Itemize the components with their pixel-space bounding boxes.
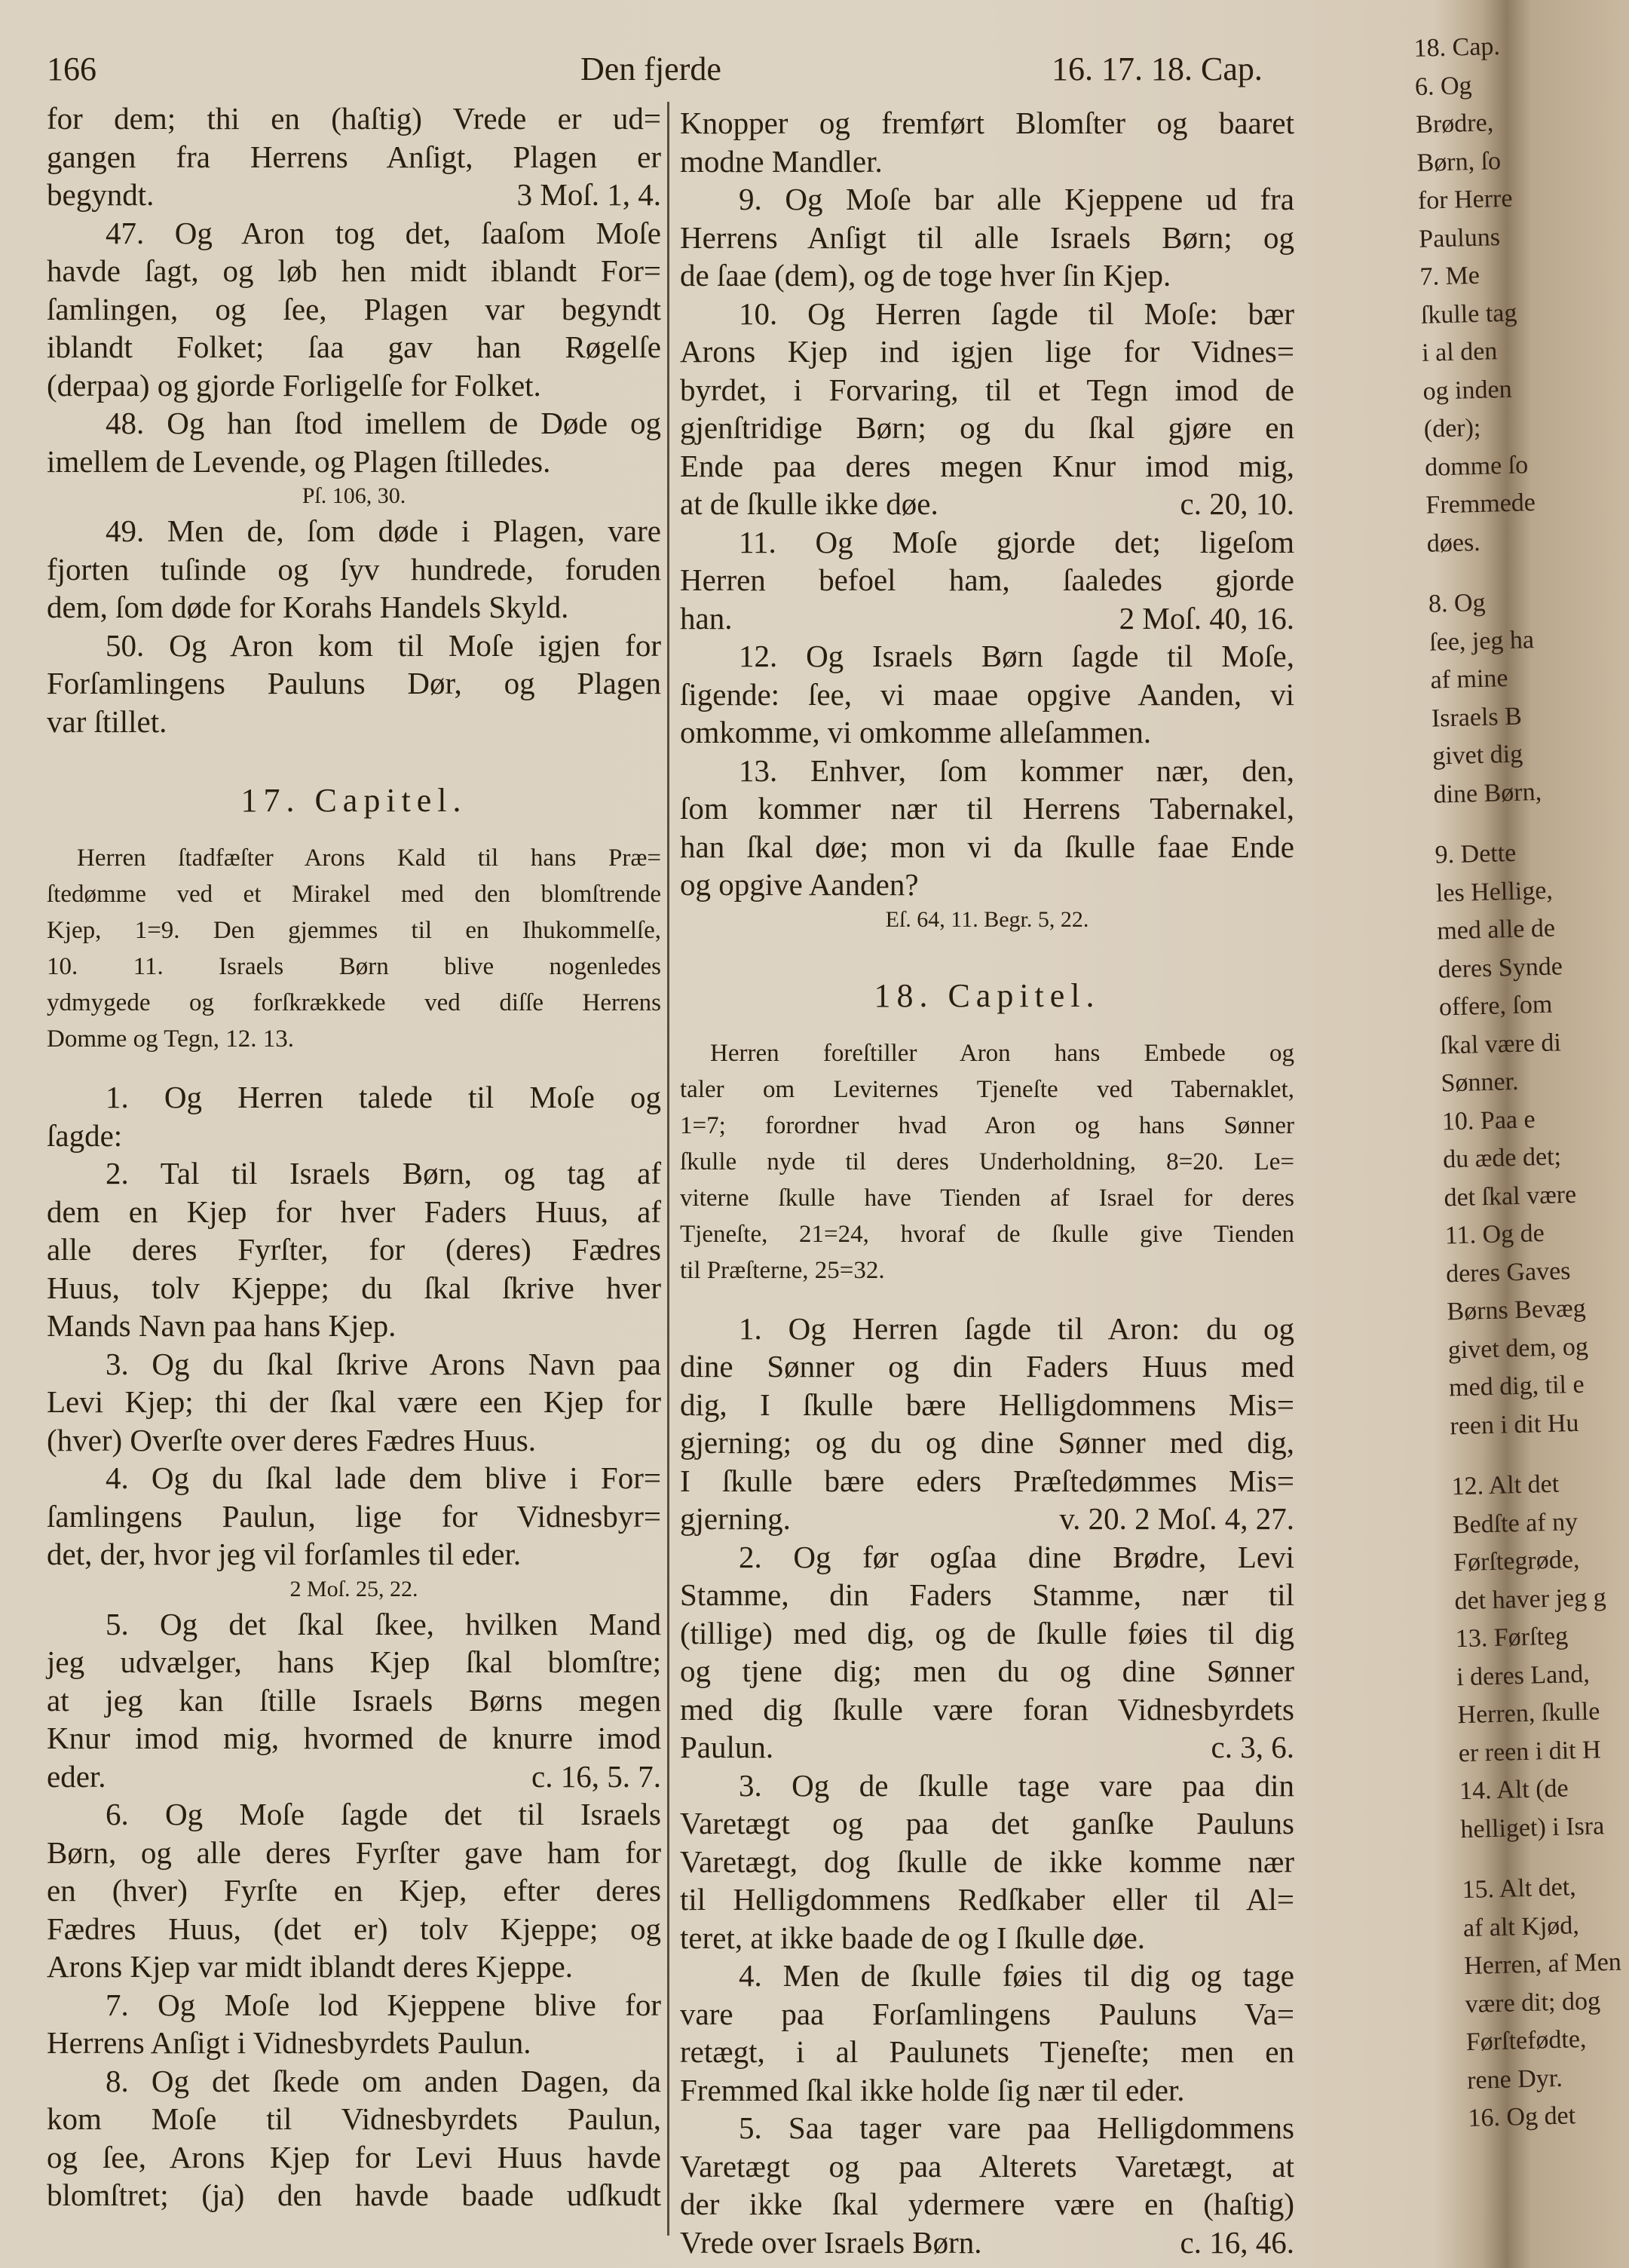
text-line: 4. Men de ſkulle føies til dig og tage <box>739 1958 1294 1993</box>
text-line: blomſtret; (ja) den havde baade udſkudt <box>47 2178 661 2212</box>
next-page-text-fragment: af alt Kjød, <box>1462 1911 1580 1942</box>
text-line: Fædres Huus, (det er) tolv Kjeppe; og <box>47 1911 661 1946</box>
text-line: ſagde: <box>47 1117 123 1153</box>
text-line: ſamlingens Paulun, lige for Vidnesbyr= <box>47 1498 661 1534</box>
text-line: det, der, hvor jeg vil forſamles til eder. <box>47 1537 522 1571</box>
next-page-text-fragment: er reen i dit H <box>1458 1735 1602 1767</box>
cross-reference: 3 Moſ. 1, 4. <box>516 177 661 212</box>
verse <box>680 180 1294 295</box>
text-line: 6. Og Moſe ſagde det til Israels <box>106 1797 661 1831</box>
text-line: 2. Og før ogſaa dine Brødre, Levi <box>739 1539 1294 1574</box>
next-page-text-fragment: Brødre, <box>1415 109 1494 139</box>
text-line: 3. Og de ſkulle tage vare paa din <box>739 1767 1294 1803</box>
verse <box>680 1310 1294 1538</box>
chapter-range: 16. 17. 18. Cap. <box>1052 51 1263 87</box>
verse <box>680 637 1294 752</box>
next-page-text-fragment: i al den <box>1421 337 1498 367</box>
verse <box>47 1795 661 1986</box>
text-line: 48. Og han ſtod imellem de Døde og <box>106 406 661 440</box>
right-column <box>680 104 1294 2261</box>
text-line: viterne ſkulle have Tienden af Israel for deres <box>680 1184 1294 1212</box>
next-page-text-fragment: Herren, ſkulle <box>1457 1697 1600 1730</box>
spacer <box>1450 1443 1545 1468</box>
verse <box>47 214 661 405</box>
text-line: 2. Tal til Israels Børn, og tag af <box>106 1156 661 1191</box>
text-line: Domme og Tegn, 12. 13. <box>47 1025 294 1053</box>
text-line <box>680 1500 1294 1538</box>
next-page-text-fragment: det haver jeg g <box>1454 1583 1607 1615</box>
text-line: Varetægt, dog ſkulle de ikke komme nær <box>680 1844 1294 1879</box>
text-line <box>47 1758 661 1796</box>
text-line: iblandt Folket; ſaa gav han Røgelſe <box>47 329 661 364</box>
next-page-text-fragment: (der); <box>1423 413 1481 443</box>
text-line <box>680 1728 1294 1767</box>
text-line: Stamme, din Faders Stamme, nær til <box>680 1577 1294 1612</box>
cross-reference: 2 Moſ. 40, 16. <box>1119 600 1294 636</box>
text-line: dem, ſom døde for Korahs Handels Skyld. <box>47 590 569 624</box>
verse <box>680 752 1294 904</box>
next-page-text-fragment: 16. Og det <box>1468 2101 1576 2133</box>
verse <box>680 295 1294 523</box>
next-page-text-fragment: 18. Cap. <box>1413 32 1501 63</box>
next-page-text-fragment: helliget) i Isra <box>1460 1811 1605 1844</box>
text-line: Herren foreſtiller Aron hans Embede og <box>710 1039 1294 1067</box>
text-line: modne Mandler. <box>680 143 883 179</box>
next-page-text-fragment: døes. <box>1426 528 1481 558</box>
text-line: ydmygede og forſkrækkede ved diſſe Herrens <box>47 989 661 1016</box>
verse <box>680 523 1294 638</box>
next-page-text-fragment: 10. Paa e <box>1441 1105 1536 1136</box>
text-line: Mands Navn paa hans Kjep. <box>47 1308 397 1343</box>
next-page-text-fragment: Herren, af Men <box>1463 1948 1622 1981</box>
column-divider <box>667 102 669 2236</box>
text-line: 3. Og du ſkal ſkrive Arons Navn paa <box>106 1346 661 1381</box>
next-page-text-fragment: domme ſo <box>1424 450 1529 482</box>
text-line: der ikke ſkal ydermere være en (haſtig) <box>680 2187 1294 2221</box>
text-line: at jeg kan ſtille Israels Børns megen <box>47 1682 661 1718</box>
text-line <box>680 599 1294 638</box>
next-page-text-fragment: 14. Alt (de <box>1459 1774 1569 1806</box>
next-page-text-fragment: Pauluns <box>1418 222 1501 253</box>
verse <box>47 627 661 741</box>
next-page-text-fragment: i deres Land, <box>1456 1660 1591 1691</box>
next-page-edge <box>1413 28 1622 2267</box>
text-line: Fremmed ſkal ikke holde ſig nær til eder. <box>680 2072 1185 2107</box>
text-line: byrdet, i Forvaring, til et Tegn imod de <box>680 372 1294 407</box>
text-line: med dig ſkulle være foran Vidnesbyrdets <box>680 1691 1294 1727</box>
text-line: til Præſterne, 25=32. <box>680 1256 885 1284</box>
verse <box>47 1605 661 1796</box>
next-page-text-fragment: deres Gaves <box>1445 1256 1571 1288</box>
line-text: begyndt. <box>47 177 155 212</box>
next-page-text-fragment: reen i dit Hu <box>1449 1408 1579 1440</box>
next-page-text-fragment: ſee, jeg ha <box>1428 625 1535 657</box>
next-page-text-fragment: 11. Og de <box>1444 1219 1545 1250</box>
next-page-text-fragment: ſkulle tag <box>1420 299 1517 329</box>
text-line: 5. Saa tager vare paa Helligdommens <box>739 2110 1294 2145</box>
text-line: (derpaa) og gjorde Forligelſe for Folket. <box>47 367 541 403</box>
next-page-text-fragment: dine Børn, <box>1433 777 1542 809</box>
next-page-text-fragment: for Herre <box>1417 184 1513 215</box>
cross-reference: 2 Moſ. 25, 22. <box>289 1576 418 1601</box>
verse <box>47 2062 661 2214</box>
text-line: og ſee, Arons Kjep for Levi Huus havde <box>47 2139 661 2175</box>
text-line: 4. Og du ſkal lade dem blive i For= <box>106 1460 661 1495</box>
text-line <box>47 176 661 214</box>
next-page-text-fragment: 13. Førſteg <box>1455 1622 1569 1653</box>
line-text: gjerning. <box>680 1501 791 1536</box>
text-line: 12. Og Israels Børn ſagde til Moſe, <box>739 639 1294 673</box>
next-page-text-fragment: det ſkal være <box>1444 1180 1577 1212</box>
text-line: 9. Og Moſe bar alle Kjeppene ud fra <box>739 182 1294 216</box>
text-line: ſamlingen, og ſee, Plagen var begyndt <box>47 291 661 326</box>
text-line: imellem de Levende, og Plagen ſtilledes. <box>47 443 551 479</box>
text-line: Herren ſtadfæſter Arons Kald til hans Præ= <box>77 844 661 872</box>
line-text: at de ſkulle ikke døe. <box>680 486 939 521</box>
text-line: Arons Kjep var midt iblandt deres Kjeppe. <box>47 1949 573 1984</box>
line-text: Vrede over Israels Børn. <box>680 2224 982 2260</box>
text-line: dig, I ſkulle bære Helligdommens Mis= <box>680 1387 1294 1422</box>
text-line: for dem; thi en (haſtig) Vrede er ud= <box>47 101 661 136</box>
text-line: Ende paa deres megen Knur imod mig, <box>680 448 1294 483</box>
text-line: 10. Og Herren ſagde til Moſe: bær <box>739 296 1294 331</box>
text-line: var ſtillet. <box>47 703 167 739</box>
text-line: 47. Og Aron tog det, ſaaſom Moſe <box>106 215 661 250</box>
running-title: Den fjerde <box>580 51 721 87</box>
text-line: jeg udvælger, hans Kjep ſkal blomſtre; <box>47 1644 661 1679</box>
text-line: alle deres Fyrſter, for (deres) Fædres <box>47 1232 661 1267</box>
text-line: Varetægt og paa Alterets Varetægt, at <box>680 2148 1294 2184</box>
text-line: teret, at ikke baade de og I ſkulle døe. <box>680 1920 1146 1955</box>
text-line: dine Sønner og din Faders Huus med <box>680 1349 1294 1384</box>
text-line: 8. Og det ſkede om anden Dagen, da <box>106 2063 661 2098</box>
next-page-text-fragment: Børn, ſo <box>1416 146 1502 177</box>
text-line: 1. Og Herren ſagde til Aron: du og <box>739 1310 1294 1346</box>
spacer <box>1461 1847 1556 1871</box>
text-line: fjorten tuſinde og ſyv hundrede, foruden <box>47 551 661 587</box>
text-line: (hver) Overſte over deres Fædres Huus. <box>47 1422 536 1457</box>
text-line: Herrens Anſigt i Vidnesbyrdets Paulun. <box>47 2025 531 2060</box>
text-line: retægt, i al Paulunets Tjeneſte; men en <box>680 2034 1294 2069</box>
chapter-heading: 17. Capitel. <box>240 782 467 819</box>
next-page-text-fragment: offere, ſom <box>1438 990 1553 1022</box>
cross-reference: c. 20, 10. <box>1180 486 1294 521</box>
verse <box>680 1767 1294 1957</box>
text-line: Varetægt og paa det ganſke Pauluns <box>680 1806 1294 1840</box>
verse <box>47 1986 661 2062</box>
next-page-text-fragment: Bedſte af ny <box>1452 1507 1578 1539</box>
text-line: gangen fra Herrens Anſigt, Plagen er <box>47 139 661 174</box>
next-page-text-fragment: Førſtefødte, <box>1465 2024 1587 2057</box>
line-text: han. <box>680 600 733 636</box>
text-line: Huus, tolv Kjeppe; du ſkal ſkrive hver <box>47 1270 661 1305</box>
text-line: Knopper og fremført Blomſter og baaret <box>680 106 1294 140</box>
text-line: 10. 11. Israels Børn blive nogenledes <box>47 953 661 980</box>
cross-reference: c. 16, 46. <box>1180 2224 1294 2260</box>
text-line: Levi Kjep; thi der ſkal være een Kjep for <box>47 1384 661 1419</box>
text-line: en (hver) Fyrſte en Kjep, efter deres <box>47 1873 661 1908</box>
next-page-text-fragment: og inden <box>1422 375 1513 406</box>
cross-reference: c. 3, 6. <box>1211 1730 1294 1764</box>
next-page-text-fragment: givet dig <box>1431 740 1523 771</box>
text-line: Arons Kjep ind igjen lige for Vidnes= <box>680 334 1294 369</box>
verse <box>47 1459 661 1574</box>
text-line: gjenſtridige Børn; og du ſkal gjøre en <box>680 410 1294 445</box>
text-line <box>680 2224 1294 2262</box>
next-page-text-fragment: med dig, til e <box>1448 1370 1585 1402</box>
text-line: og tjene dig; men du og dine Sønner <box>680 1653 1294 1688</box>
chapter-summary <box>47 840 661 1057</box>
next-page-text-fragment: deres Synde <box>1438 952 1563 984</box>
next-page-text-fragment: 8. Og <box>1428 588 1486 618</box>
next-page-text-fragment: 6. Og <box>1414 71 1472 101</box>
text-line: 1=7; forordner hvad Aron og hans Sønner <box>680 1111 1294 1139</box>
next-page-text-fragment: 15. Alt det, <box>1462 1873 1577 1905</box>
verse <box>680 2109 1294 2261</box>
text-line: Kjep, 1=9. Den gjemmes til en Ihukommelſe, <box>47 917 661 944</box>
next-page-text-fragment: les Hellige, <box>1435 876 1554 908</box>
text-line: ſigende: ſee, vi maae opgive Aanden, vi <box>680 676 1294 712</box>
text-line: I ſkulle bære eders Præſtedømmes Mis= <box>680 1463 1294 1498</box>
text-line: taler om Leviternes Tjeneſte ved Tabernaklet, <box>680 1075 1294 1103</box>
text-line: 5. Og det ſkal ſkee, hvilken Mand <box>106 1606 661 1641</box>
text-line: han ſkal døe; mon vi da ſkulle faae Ende <box>680 829 1294 864</box>
left-column <box>47 100 661 2214</box>
next-page-text-fragment: ſkal være di <box>1439 1028 1562 1060</box>
text-line: dem en Kjep for hver Faders Huus, af <box>47 1194 661 1229</box>
verse <box>680 1957 1294 2109</box>
text-line: ſtedømme ved et Mirakel med den blomſtrende <box>47 881 661 908</box>
spacer <box>1434 811 1529 836</box>
next-page-text-fragment: af mine <box>1430 664 1508 694</box>
text-line: til Helligdommens Redſkaber eller til Al= <box>680 1882 1294 1917</box>
text-line: Herrens Anſigt til alle Israels Børn; og <box>680 219 1294 255</box>
text-line: Tjeneſte, 21=24, hvoraf de ſkulle give Tienden <box>680 1220 1294 1248</box>
text-line: de ſaae (dem), og de toge hver ſin Kjep. <box>680 258 1171 293</box>
text-line <box>680 485 1294 523</box>
text-line: Forſamlingens Pauluns Dør, og Plagen <box>47 666 661 700</box>
verse <box>680 104 1294 180</box>
text-line: ſom kommer nær til Herrens Tabernakel, <box>680 791 1294 826</box>
text-line: 11. Og Moſe gjorde det; ligeſom <box>739 524 1294 559</box>
cross-reference: Eſ. 64, 11. Begr. 5, 22. <box>885 906 1089 932</box>
next-page-text-fragment: Børns Bevæg <box>1447 1294 1587 1326</box>
verse <box>47 1154 661 1345</box>
next-page-text-fragment: givet dem, og <box>1447 1332 1589 1364</box>
next-page-text-fragment: være dit; dog <box>1465 1986 1601 2018</box>
next-page-text-fragment: 7. Me <box>1419 261 1480 291</box>
verse <box>47 100 661 214</box>
text-line: 1. Og Herren talede til Moſe og <box>106 1080 661 1114</box>
cross-reference: v. 20. 2 Moſ. 4, 27. <box>1059 1501 1294 1536</box>
chapter-heading: 18. Capitel. <box>874 976 1101 1014</box>
line-text: Paulun. <box>680 1730 774 1764</box>
next-page-text-fragment: Førſtegrøde, <box>1453 1545 1580 1577</box>
next-page-text-fragment: Sønner. <box>1441 1067 1519 1098</box>
verse <box>680 1538 1294 1767</box>
cross-reference: Pſ. 106, 30. <box>302 483 406 508</box>
page-number: 166 <box>47 51 96 87</box>
text-line: kom Moſe til Vidnesbyrdets Paulun, <box>47 2101 661 2136</box>
line-text: eder. <box>47 1758 106 1794</box>
text-line: Knur imod mig, hvormed de knurre imod <box>47 1721 661 1755</box>
text-line: 50. Og Aron kom til Moſe igjen for <box>106 627 661 663</box>
text-line: og opgive Aanden? <box>680 867 919 902</box>
text-line: vare paa Forſamlingens Pauluns Va= <box>680 1996 1294 2031</box>
next-page-text-fragment: du æde det; <box>1442 1142 1562 1174</box>
text-line: havde ſagt, og løb hen midt iblandt For= <box>47 253 661 288</box>
next-page-text-fragment: 9. Dette <box>1435 838 1517 869</box>
text-line: Børn, og alle deres Fyrſter gave ham for <box>47 1834 661 1870</box>
cross-reference: c. 16, 5. 7. <box>531 1758 661 1794</box>
text-line: 49. Men de, ſom døde i Plagen, vare <box>106 513 661 548</box>
text-line: ſkulle nyde til deres Underholdning, 8=20. Le= <box>680 1148 1294 1175</box>
text-line: 7. Og Moſe lod Kjeppene blive for <box>106 1987 661 2022</box>
next-page-text-fragment: 12. Alt det <box>1451 1470 1560 1501</box>
text-line: omkomme, vi omkomme alleſammen. <box>680 715 1152 749</box>
next-page-text-fragment: Fremmede <box>1425 488 1536 519</box>
text-line: Herren befoel ham, ſaaledes gjorde <box>680 562 1294 597</box>
text-line: (tillige) med dig, og de ſkulle føies til dig <box>680 1615 1294 1650</box>
next-page-text-fragment: Israels B <box>1431 702 1523 733</box>
next-page-text-fragment: rene Dyr. <box>1466 2064 1563 2095</box>
text-line: gjerning; og du og dine Sønner med dig, <box>680 1425 1294 1460</box>
verse <box>47 1345 661 1460</box>
chapter-summary <box>680 1035 1294 1289</box>
next-page-text-fragment: med alle de <box>1436 914 1556 946</box>
verse <box>47 1078 661 1154</box>
verse <box>47 512 661 627</box>
verse <box>47 404 661 480</box>
text-line: 13. Enhver, ſom kommer nær, den, <box>739 752 1294 788</box>
spacer <box>1428 560 1523 585</box>
